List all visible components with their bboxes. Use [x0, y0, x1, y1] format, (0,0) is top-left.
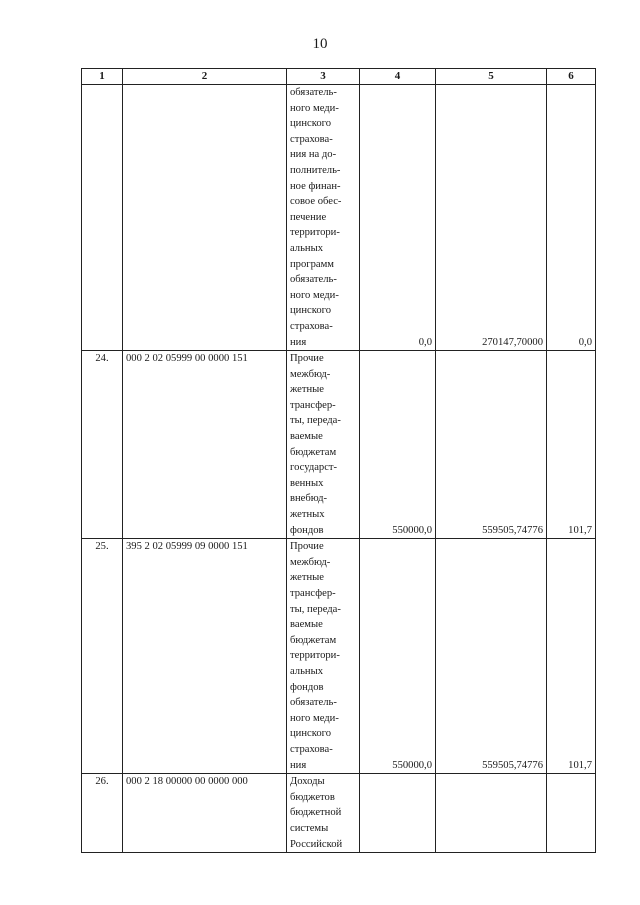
budget-code: 000 2 18 00000 00 0000 000 [123, 774, 287, 853]
row-number: 25. [82, 539, 123, 774]
item-name: Прочие межбюд- жетные трансфер- ты, переда- ваемые бюджетам территори- альных фондов обязатель- ного меди- цинского страхова- ния [287, 539, 360, 774]
value-col6: 0,0 [547, 85, 596, 351]
value-col5 [436, 774, 547, 853]
table-row [82, 351, 596, 539]
header-cell-1: 1 [82, 69, 123, 85]
header-cell-6: 6 [547, 69, 596, 85]
item-name: Прочие межбюд- жетные трансфер- ты, переда- ваемые бюджетам государст- венных внебюд- жетных фондов [287, 351, 360, 539]
value-col4: 0,0 [360, 85, 436, 351]
budget-table [81, 68, 596, 853]
row-number: 24. [82, 351, 123, 539]
header-cell-3: 3 [287, 69, 360, 85]
header-cell-5: 5 [436, 69, 547, 85]
page-number: 10 [312, 36, 328, 52]
item-name: Доходы бюджетов бюджетной системы Российской [287, 774, 360, 853]
item-name: обязатель- ного меди- цинского страхова- ния на до- полнитель- ное финан- совое обес- печение территори- альных программ обязатель- ного меди- цинского страхова- ния [287, 85, 360, 351]
budget-code [123, 85, 287, 351]
table-row [82, 774, 596, 853]
value-col4 [360, 774, 436, 853]
value-col6: 101,7 [547, 539, 596, 774]
value-col6 [547, 774, 596, 853]
budget-code: 395 2 02 05999 09 0000 151 [123, 539, 287, 774]
header-cell-4: 4 [360, 69, 436, 85]
value-col4: 550000,0 [360, 351, 436, 539]
value-col5: 270147,70000 [436, 85, 547, 351]
row-number [82, 85, 123, 351]
value-col4: 550000,0 [360, 539, 436, 774]
row-number: 26. [82, 774, 123, 853]
value-col5: 559505,74776 [436, 539, 547, 774]
table-row [82, 85, 596, 351]
budget-code: 000 2 02 05999 00 0000 151 [123, 351, 287, 539]
header-cell-2: 2 [123, 69, 287, 85]
header-row [82, 69, 596, 85]
value-col6: 101,7 [547, 351, 596, 539]
value-col5: 559505,74776 [436, 351, 547, 539]
table-row [82, 539, 596, 774]
